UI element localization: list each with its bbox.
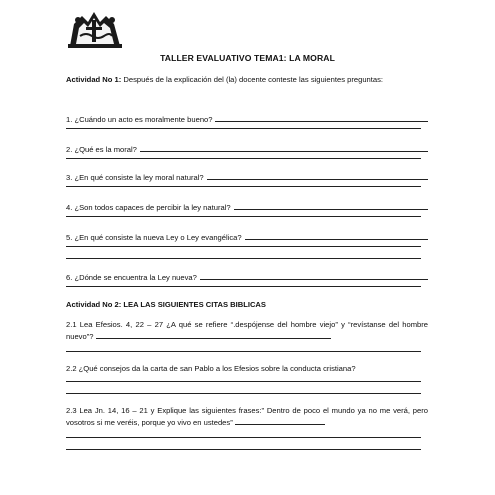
question-2 bbox=[66, 143, 428, 155]
answer-line-1[interactable] bbox=[215, 113, 428, 122]
answer-line-6[interactable] bbox=[200, 271, 428, 280]
activity1-label: Actividad No 1: bbox=[66, 75, 122, 84]
answer-line-2-1[interactable] bbox=[96, 330, 331, 339]
question-5-text: 5. ¿En qué consiste la nueva Ley o Ley evangélica? bbox=[66, 233, 242, 242]
question-4-text: 4. ¿Son todos capaces de percibir la ley natural? bbox=[66, 203, 231, 212]
answer-line-2-2b[interactable] bbox=[66, 393, 421, 394]
school-emblem-icon bbox=[66, 6, 124, 50]
answer-line-2-1b[interactable] bbox=[66, 351, 421, 352]
question-2-text: 2. ¿Qué es la moral? bbox=[66, 145, 137, 154]
answer-line-5c[interactable] bbox=[66, 258, 421, 259]
question-5 bbox=[66, 231, 428, 243]
answer-line-3[interactable] bbox=[207, 171, 428, 180]
answer-line-5b[interactable] bbox=[66, 246, 421, 247]
answer-line-5[interactable] bbox=[245, 231, 428, 240]
answer-line-3b[interactable] bbox=[66, 186, 421, 187]
answer-line-2-3b[interactable] bbox=[66, 437, 421, 438]
answer-line-6b[interactable] bbox=[66, 286, 421, 287]
answer-line-2-3[interactable] bbox=[235, 416, 325, 425]
question-3-text: 3. ¿En qué consiste la ley moral natural? bbox=[66, 173, 204, 182]
question-6 bbox=[66, 271, 428, 283]
item-2-2: 2.2 ¿Qué consejos da la carta de san Pablo a los Efesios sobre la conducta cristiana? bbox=[66, 364, 356, 373]
answer-line-2[interactable] bbox=[140, 143, 428, 152]
question-1-text: 1. ¿Cuándo un acto es moralmente bueno? bbox=[66, 115, 213, 124]
item-2-1 bbox=[66, 320, 428, 342]
answer-line-4[interactable] bbox=[234, 201, 428, 210]
answer-line-2-2a[interactable] bbox=[66, 381, 421, 382]
question-3 bbox=[66, 171, 428, 183]
item-2-1-text: 2.1 Lea Efesios. 4, 22 – 27 ¿A qué se refiere “.despójense del hombre viejo” y “revístanse del hombre nuevo”? bbox=[66, 320, 428, 341]
answer-line-1b[interactable] bbox=[66, 128, 421, 129]
activity1-instruction: Después de la explicación del (la) docente conteste las siguientes preguntas: bbox=[121, 75, 384, 84]
page-title: TALLER EVALUATIVO TEMA1: LA MORAL bbox=[160, 53, 335, 63]
question-4 bbox=[66, 201, 428, 213]
question-1 bbox=[66, 113, 428, 125]
answer-line-2b[interactable] bbox=[66, 158, 421, 159]
activity1-intro bbox=[66, 75, 428, 85]
item-2-3 bbox=[66, 406, 428, 428]
answer-line-4b[interactable] bbox=[66, 216, 421, 217]
item-2-3-text: 2.3 Lea Jn. 14, 16 – 21 y Explique las siguientes frases:” Dentro de poco el mundo ya no me verá, pero vosotros si me veréis, porque yo vivo en ustedes” bbox=[66, 406, 428, 427]
activity2-title: Actividad No 2: LEA LAS SIGUIENTES CITAS BIBLICAS bbox=[66, 300, 266, 309]
answer-line-2-3c[interactable] bbox=[66, 449, 421, 450]
question-6-text: 6. ¿Dónde se encuentra la Ley nueva? bbox=[66, 273, 197, 282]
